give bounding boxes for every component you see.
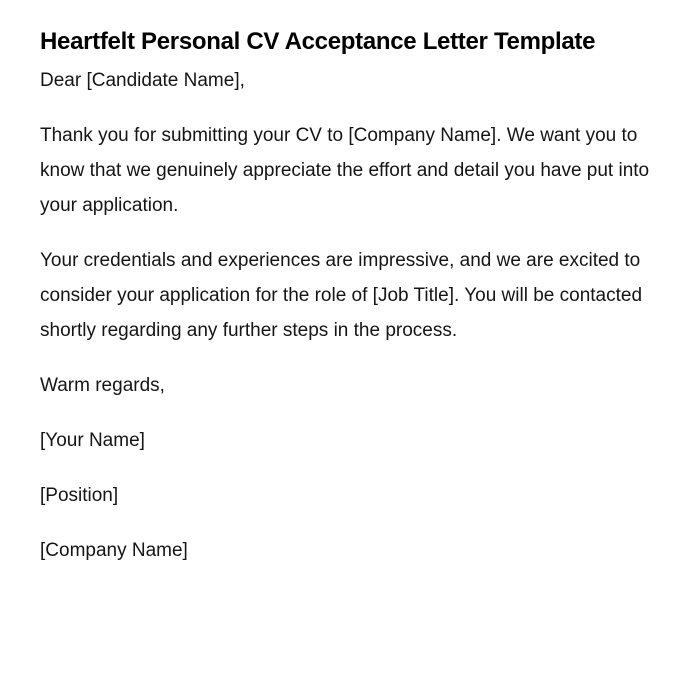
closing: Warm regards, [40, 375, 165, 396]
signature-company: [Company Name] [40, 540, 188, 561]
body-paragraph-2: Your credentials and experiences are impressive, and we are excited to consider your application for the role of [Job Title]. You will be contacted shortly regarding any further steps in the process. [40, 250, 643, 341]
signature-position: [Position] [40, 485, 119, 506]
body-paragraph-1: Thank you for submitting your CV to [Company Name]. We want you to know that we genuinely appreciate the effort and detail you have put into your application. [40, 125, 650, 216]
letter-document [40, 20, 650, 568]
document-title: Heartfelt Personal CV Acceptance Letter Template [40, 28, 596, 55]
greeting: Dear [Candidate Name], [40, 70, 245, 91]
signature-name: [Your Name] [40, 430, 145, 451]
